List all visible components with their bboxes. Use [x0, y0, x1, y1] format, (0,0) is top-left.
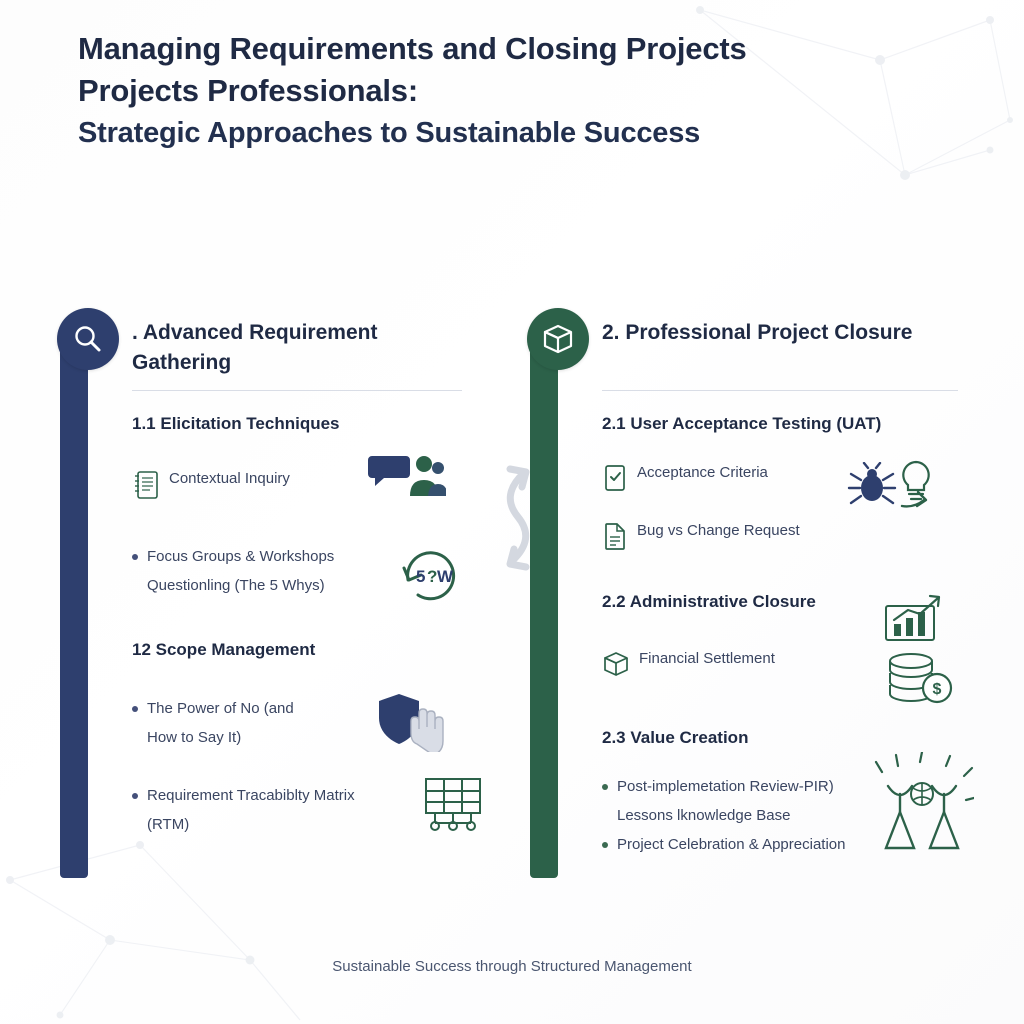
five-whys-cycle-icon: [396, 540, 466, 611]
bullet-marker: [602, 842, 608, 848]
list-item-label: Lessons lknowledge Base: [617, 807, 791, 824]
left-column-heading: . Advanced Requirement Gathering: [132, 321, 378, 374]
section-title: 1.1 Elicitation Techniques: [132, 414, 340, 433]
svg-text:5: 5: [416, 567, 426, 586]
section-title: 2.3 Value Creation: [602, 728, 749, 747]
list-item-label: The Power of No (and: [147, 700, 294, 717]
list-item-label: (RTM): [147, 816, 190, 833]
box-icon: [602, 649, 630, 686]
list-item-label: Bug vs Change Request: [637, 522, 800, 539]
list-item-label: Financial Settlement: [639, 650, 775, 667]
bar-chart-growth-icon: [882, 592, 948, 653]
page-title: [78, 28, 958, 154]
footer-caption: Sustainable Success through Structured Management: [332, 958, 692, 975]
list-item-label: Questionling (The 5 Whys): [147, 577, 325, 594]
coin-stack-dollar-icon: [885, 648, 955, 713]
left-column-divider: [132, 390, 462, 391]
right-column-heading: 2. Professional Project Closure: [602, 321, 913, 344]
speech-bubbles-people-icon: [368, 448, 446, 509]
right-column-divider: [602, 390, 958, 391]
bug-icon: [846, 462, 898, 517]
svg-text:?: ?: [427, 567, 438, 586]
list-item-label: Post-implemetation Review-PIR): [617, 778, 834, 795]
title-line-3: Strategic Approaches to Sustainable Success: [78, 117, 701, 149]
notebook-icon: [132, 469, 160, 508]
right-column-bar: [530, 342, 558, 878]
arrow-right-icon: [900, 486, 946, 519]
bullet-marker: [132, 706, 138, 712]
section-title: 2.2 Administrative Closure: [602, 592, 816, 611]
bullet-marker: [132, 554, 138, 560]
list-item-label: Requirement Tracabiblty Matrix: [147, 787, 355, 804]
list-item-label: How to Say It): [147, 729, 242, 746]
list-item-label: Project Celebration & Appreciation: [617, 836, 846, 853]
matrix-grid-icon: [420, 775, 488, 842]
shield-hand-icon: [373, 690, 451, 757]
magnifier-badge: [57, 308, 119, 370]
list-item: [602, 520, 972, 558]
list-item-label: Acceptance Criteria: [637, 464, 768, 481]
celebration-toast-icon: [870, 752, 974, 865]
section-title: 12 Scope Management: [132, 640, 316, 659]
bullet-marker: [132, 793, 138, 799]
title-line-1: Managing Requirements and Closing Projects: [78, 31, 747, 66]
document-icon: [602, 521, 628, 558]
svg-text:$: $: [932, 681, 942, 698]
bullet-marker: [602, 784, 608, 790]
open-box-badge: [527, 308, 589, 370]
magnifier-icon: [72, 323, 104, 355]
open-box-icon: [541, 322, 575, 356]
checklist-doc-icon: [602, 463, 628, 500]
list-item-label: Contextual Inquiry: [169, 470, 290, 487]
title-line-2: Projects Professionals:: [78, 73, 418, 108]
list-item-label: Focus Groups & Workshops: [147, 548, 335, 565]
left-column-bar: [60, 342, 88, 878]
svg-text:W: W: [437, 567, 454, 586]
section-title: 2.1 User Acceptance Testing (UAT): [602, 414, 882, 433]
